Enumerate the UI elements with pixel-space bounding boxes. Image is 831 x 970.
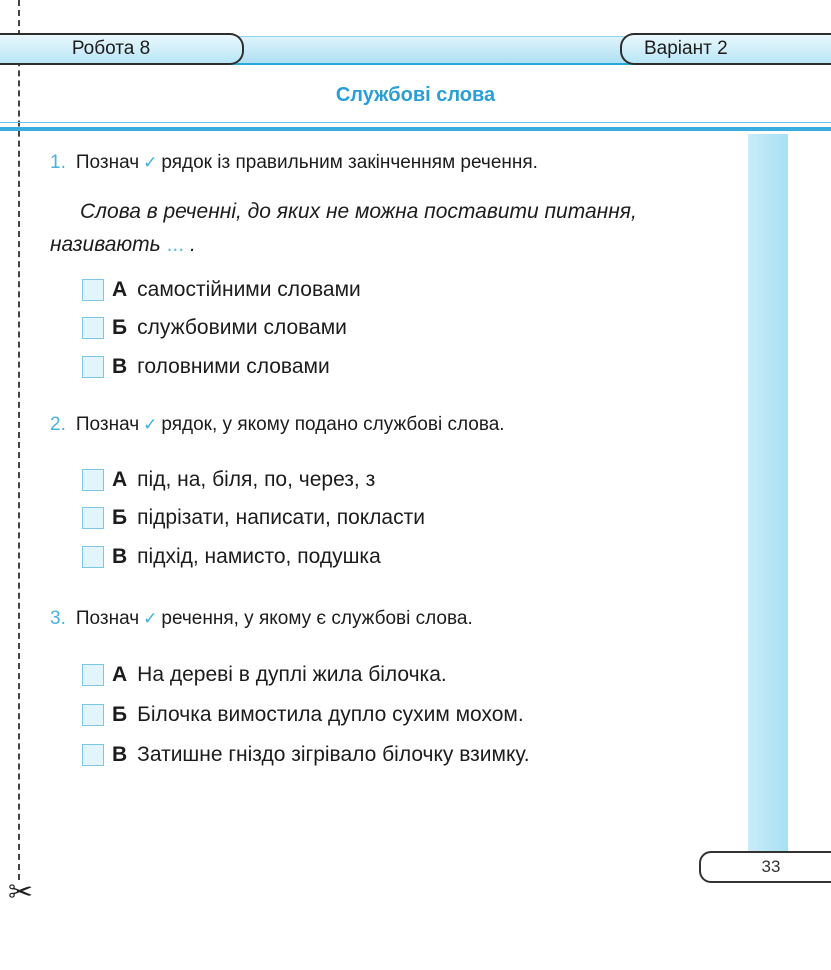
option-letter: В xyxy=(112,545,128,568)
prompt-text: рядок, у якому подано службові слова. xyxy=(161,414,505,435)
option-text: головними словами xyxy=(137,355,330,378)
task-3-option-c[interactable] xyxy=(82,740,530,770)
option-letter: В xyxy=(112,743,128,766)
checkbox[interactable] xyxy=(82,469,104,491)
task-number: 2. xyxy=(50,414,66,435)
option-letter: А xyxy=(112,278,128,301)
checkbox[interactable] xyxy=(82,704,104,726)
option-text: На дереві в дуплі жила білочка. xyxy=(137,663,447,686)
prompt-text: Познач xyxy=(75,608,140,629)
task-1-option-b[interactable] xyxy=(82,313,347,343)
work-label: Робота 8 xyxy=(0,33,244,65)
topic-title: Службові слова xyxy=(335,84,496,106)
option-text: службовими словами xyxy=(137,316,347,339)
task-3-option-a[interactable] xyxy=(82,660,447,690)
checkbox[interactable] xyxy=(82,279,104,301)
divider xyxy=(0,122,831,123)
task-2-option-b[interactable] xyxy=(82,503,425,533)
checkmark-icon: ✓ xyxy=(143,609,158,629)
checkbox[interactable] xyxy=(82,664,104,686)
prompt-text: рядок із правильним закінченням речення. xyxy=(161,152,538,173)
option-text: підхід, намисто, подушка xyxy=(137,545,381,568)
side-stripe xyxy=(748,134,788,854)
option-letter: В xyxy=(112,355,128,378)
quote-end: . xyxy=(189,233,196,256)
option-text: Затишне гніздо зігрівало білочку взимку. xyxy=(137,743,530,766)
divider-thick xyxy=(0,127,831,131)
task-1-option-c[interactable] xyxy=(82,352,330,382)
task-1-prompt xyxy=(50,152,538,174)
task-number: 1. xyxy=(50,152,66,173)
option-letter: Б xyxy=(112,703,128,726)
checkbox[interactable] xyxy=(82,507,104,529)
cut-line xyxy=(18,0,20,880)
prompt-text: Познач xyxy=(75,414,140,435)
prompt-text: речення, у якому є службові слова. xyxy=(161,608,473,629)
checkmark-icon: ✓ xyxy=(143,153,158,173)
checkbox[interactable] xyxy=(82,356,104,378)
page-number: 33 xyxy=(699,851,831,883)
task-2-prompt xyxy=(50,414,505,436)
checkbox[interactable] xyxy=(82,317,104,339)
task-2-option-a[interactable] xyxy=(82,465,375,495)
checkmark-icon: ✓ xyxy=(143,415,158,435)
checkbox[interactable] xyxy=(82,546,104,568)
prompt-text: Познач xyxy=(75,152,140,173)
checkbox[interactable] xyxy=(82,744,104,766)
task-1-quote xyxy=(50,195,750,261)
option-letter: А xyxy=(112,468,128,491)
task-3-prompt xyxy=(50,608,473,630)
blank-dots: ... xyxy=(166,233,185,256)
task-3-option-b[interactable] xyxy=(82,700,524,730)
option-text: Білочка вимостила дупло сухим мохом. xyxy=(137,703,524,726)
option-text: під, на, біля, по, через, з xyxy=(137,468,376,491)
task-2-option-c[interactable] xyxy=(82,542,381,572)
task-number: 3. xyxy=(50,608,66,629)
option-letter: Б xyxy=(112,316,128,339)
task-1-option-a[interactable] xyxy=(82,275,361,305)
scissors-icon: ✂ xyxy=(8,875,34,910)
quote-text: Слова в реченні, до яких не можна поставити питання, називають xyxy=(50,200,637,256)
option-letter: Б xyxy=(112,506,128,529)
option-text: підрізати, написати, покласти xyxy=(137,506,425,529)
option-text: самостійними словами xyxy=(137,278,361,301)
option-letter: А xyxy=(112,663,128,686)
variant-label: Варіант 2 xyxy=(620,33,831,65)
